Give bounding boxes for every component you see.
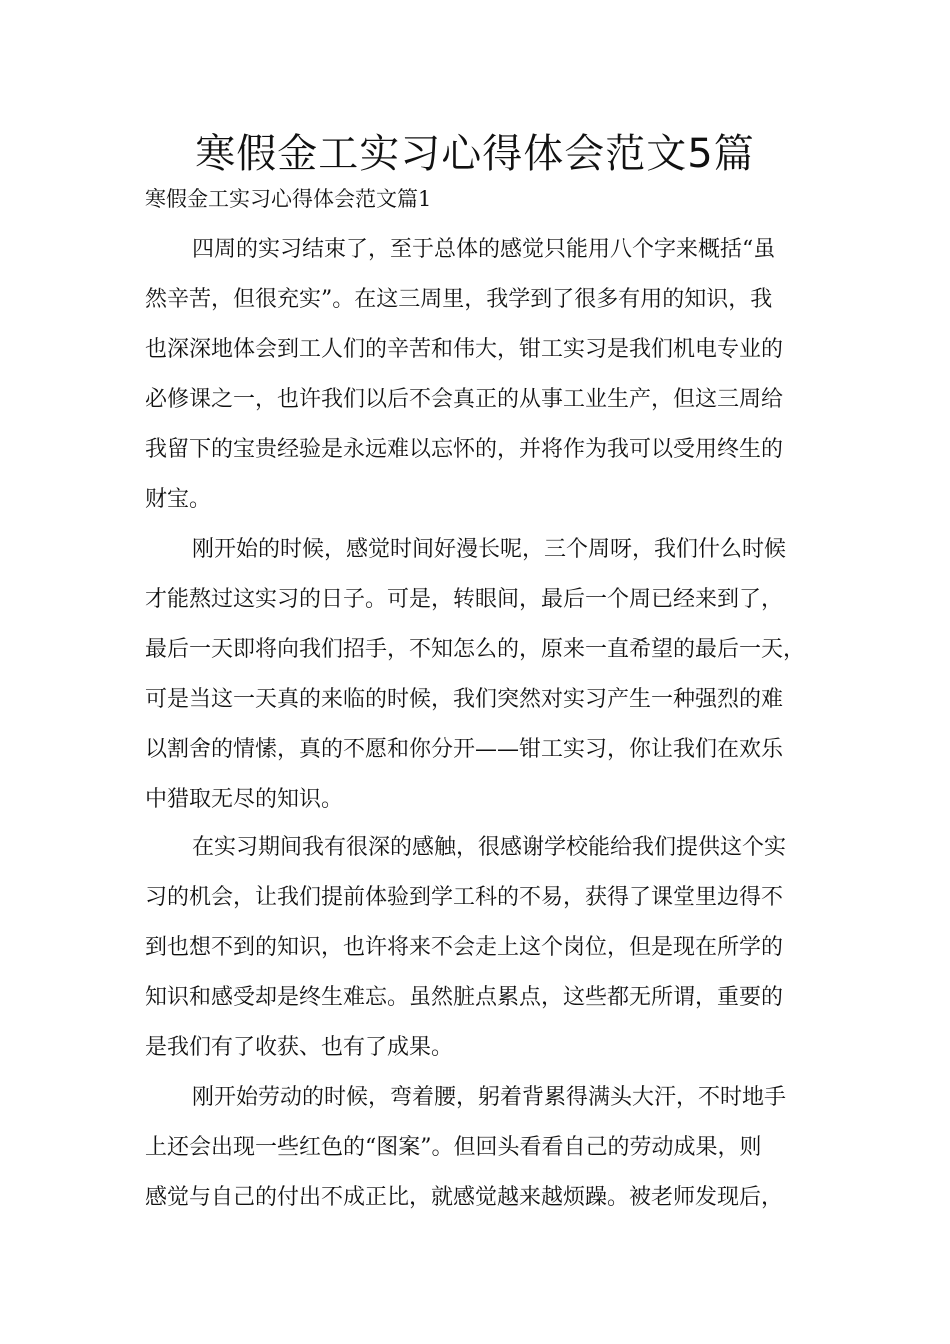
paragraph-1-line-4: 必修课之一，也许我们以后不会真正的从事工业生产，但这三周给 <box>145 387 784 412</box>
paragraph-4-line-3: 感觉与自己的付出不成正比，就感觉越来越烦躁。被老师发现后， <box>145 1185 784 1210</box>
paragraph-2-line-3: 最后一天即将向我们招手，不知怎么的，原来一直希望的最后一天， <box>145 637 806 662</box>
document-title: 寒假金工实习心得体会范文5篇 <box>195 131 755 177</box>
paragraph-4-line-2: 上还会出现一些红色的“图案”。但回头看看自己的劳动成果，则 <box>145 1135 762 1160</box>
paragraph-2-line-4: 可是当这一天真的来临的时候，我们突然对实习产生一种强烈的难 <box>145 687 784 712</box>
paragraph-2-line-1: 刚开始的时候，感觉时间好漫长呢，三个周呀，我们什么时候 <box>192 537 787 562</box>
paragraph-3-line-4: 知识和感受却是终生难忘。虽然脏点累点，这些都无所谓，重要的 <box>145 985 784 1010</box>
paragraph-3-line-1: 在实习期间我有很深的感触，很感谢学校能给我们提供这个实 <box>192 835 787 860</box>
paragraph-2-line-5: 以割舍的情愫，真的不愿和你分开——钳工实习，你让我们在欢乐 <box>145 737 784 762</box>
paragraph-4-line-1: 刚开始劳动的时候，弯着腰，躬着背累得满头大汗，不时地手 <box>192 1085 787 1110</box>
paragraph-1-line-3: 也深深地体会到工人们的辛苦和伟大，钳工实习是我们机电专业的 <box>145 337 784 362</box>
paragraph-1-line-5: 我留下的宝贵经验是永远难以忘怀的，并将作为我可以受用终生的 <box>145 437 784 462</box>
paragraph-1-line-1: 四周的实习结束了，至于总体的感觉只能用八个字来概括“虽 <box>192 237 776 262</box>
paragraph-2-line-6: 中猎取无尽的知识。 <box>145 787 344 812</box>
paragraph-3-line-2: 习的机会，让我们提前体验到学工科的不易，获得了课堂里边得不 <box>145 885 784 910</box>
section-heading: 寒假金工实习心得体会范文篇1 <box>145 187 432 211</box>
paragraph-1-line-6: 财宝。 <box>145 487 212 512</box>
paragraph-2-line-2: 才能熬过这实习的日子。可是，转眼间，最后一个周已经来到了， <box>145 587 784 612</box>
paragraph-3-line-3: 到也想不到的知识，也许将来不会走上这个岗位，但是现在所学的 <box>145 935 784 960</box>
paragraph-1-line-2: 然辛苦，但很充实”。在这三周里，我学到了很多有用的知识，我 <box>145 287 773 312</box>
paragraph-3-line-5: 是我们有了收获、也有了成果。 <box>145 1035 454 1060</box>
